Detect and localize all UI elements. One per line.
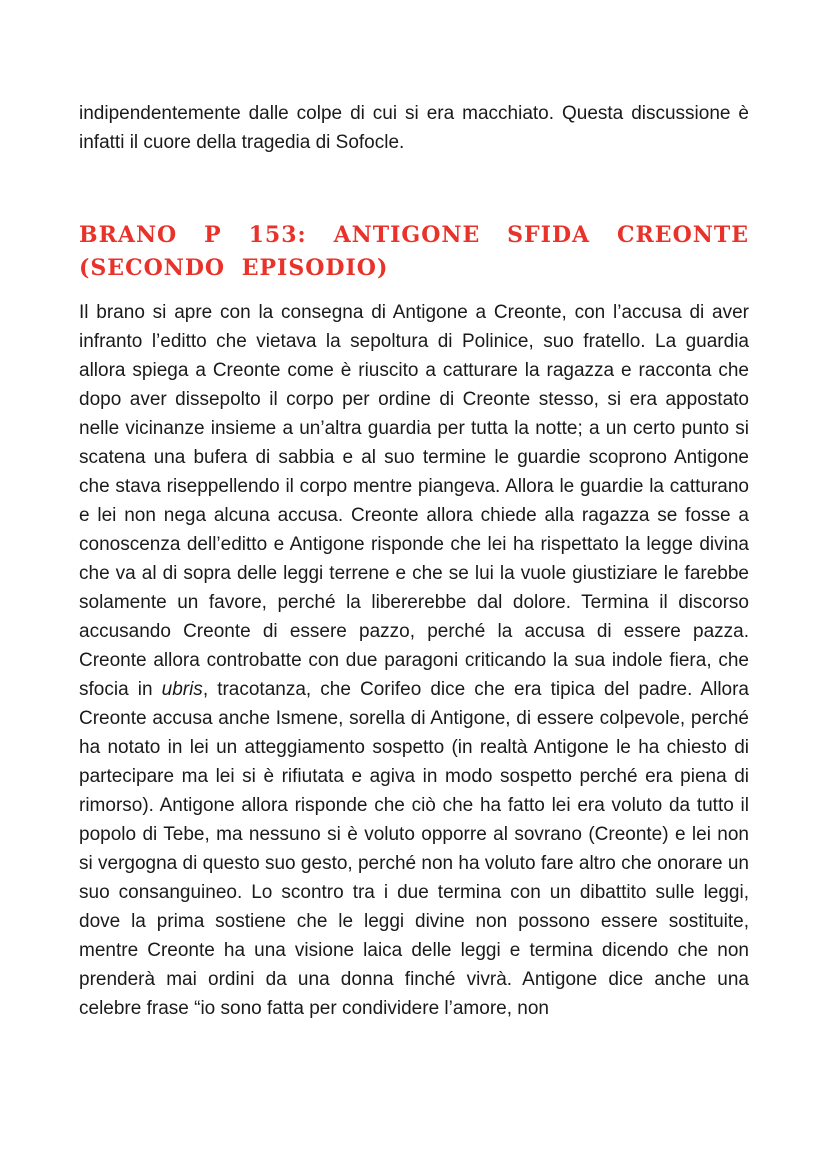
section-heading: BRANO P 153: ANTIGONE SFIDA CREONTE (SECONDO EPISODIO) — [79, 222, 749, 281]
body-italic-term: ubris — [161, 679, 203, 700]
body-text-part1: Il brano si apre con la consegna di Antigone a Creonte, con l’accusa di aver infranto l’editto che vietava la sepoltura di Polinice, suo fratello. La guardia allora spiega a Creonte come è riuscito a catturare la ragazza e racconta che dopo aver dissepolto il corpo per ordine di Creonte stesso, si era appostato nelle vicinanze insieme a un’altra guardia per tutta la notte; a un certo punto si scatena una bufera di sabbia e al suo termine le guardie scoprono Antigone che stava riseppellendo il corpo mentre piangeva. Allora le guardie la catturano e lei non nega alcuna accusa. Creonte allora chiede alla ragazza se fosse a conoscenza dell’editto e Antigone risponde che lei ha rispettato la legge divina che va al di sopra delle leggi terrene e che se lui la vuole giustiziare le farebbe solamente un favore, perché la libererebbe dal dolore. Termina il discorso accusando Creonte di essere pazzo, perché la accusa di essere pazza. Creonte allora controbatte con due paragoni criticando la sua indole fiera, che sfocia in — [79, 302, 749, 700]
intro-paragraph: indipendentemente dalle colpe di cui si era macchiato. Questa discussione è infatti il cuore della tragedia di Sofocle. — [79, 103, 749, 153]
body-paragraph — [79, 298, 749, 1023]
body-text-part2: , tracotanza, che Corifeo dice che era tipica del padre. Allora Creonte accusa anche Ismene, sorella di Antigone, di essere colpevole, perché ha notato in lei un atteggiamento sospetto (in realtà Antigone le ha chiesto di partecipare ma lei si è rifiutata e agiva in modo sospetto perché era piena di rimorso). Antigone allora risponde che ciò che ha fatto lei era voluto da tutto il popolo di Tebe, ma nessuno si è voluto opporre al sovrano (Creonte) e lei non si vergogna di questo suo gesto, perché non ha voluto fare altro che onorare un suo consanguineo. Lo scontro tra i due termina con un dibattito sulle leggi, dove la prima sostiene che le leggi divine non possono essere sostituite, mentre Creonte ha una visione laica delle leggi e termina dicendo che non prenderà mai ordini da una donna finché vivrà. Antigone dice anche una celebre frase “io sono fatta per condividere l’amore, non — [79, 679, 749, 1019]
